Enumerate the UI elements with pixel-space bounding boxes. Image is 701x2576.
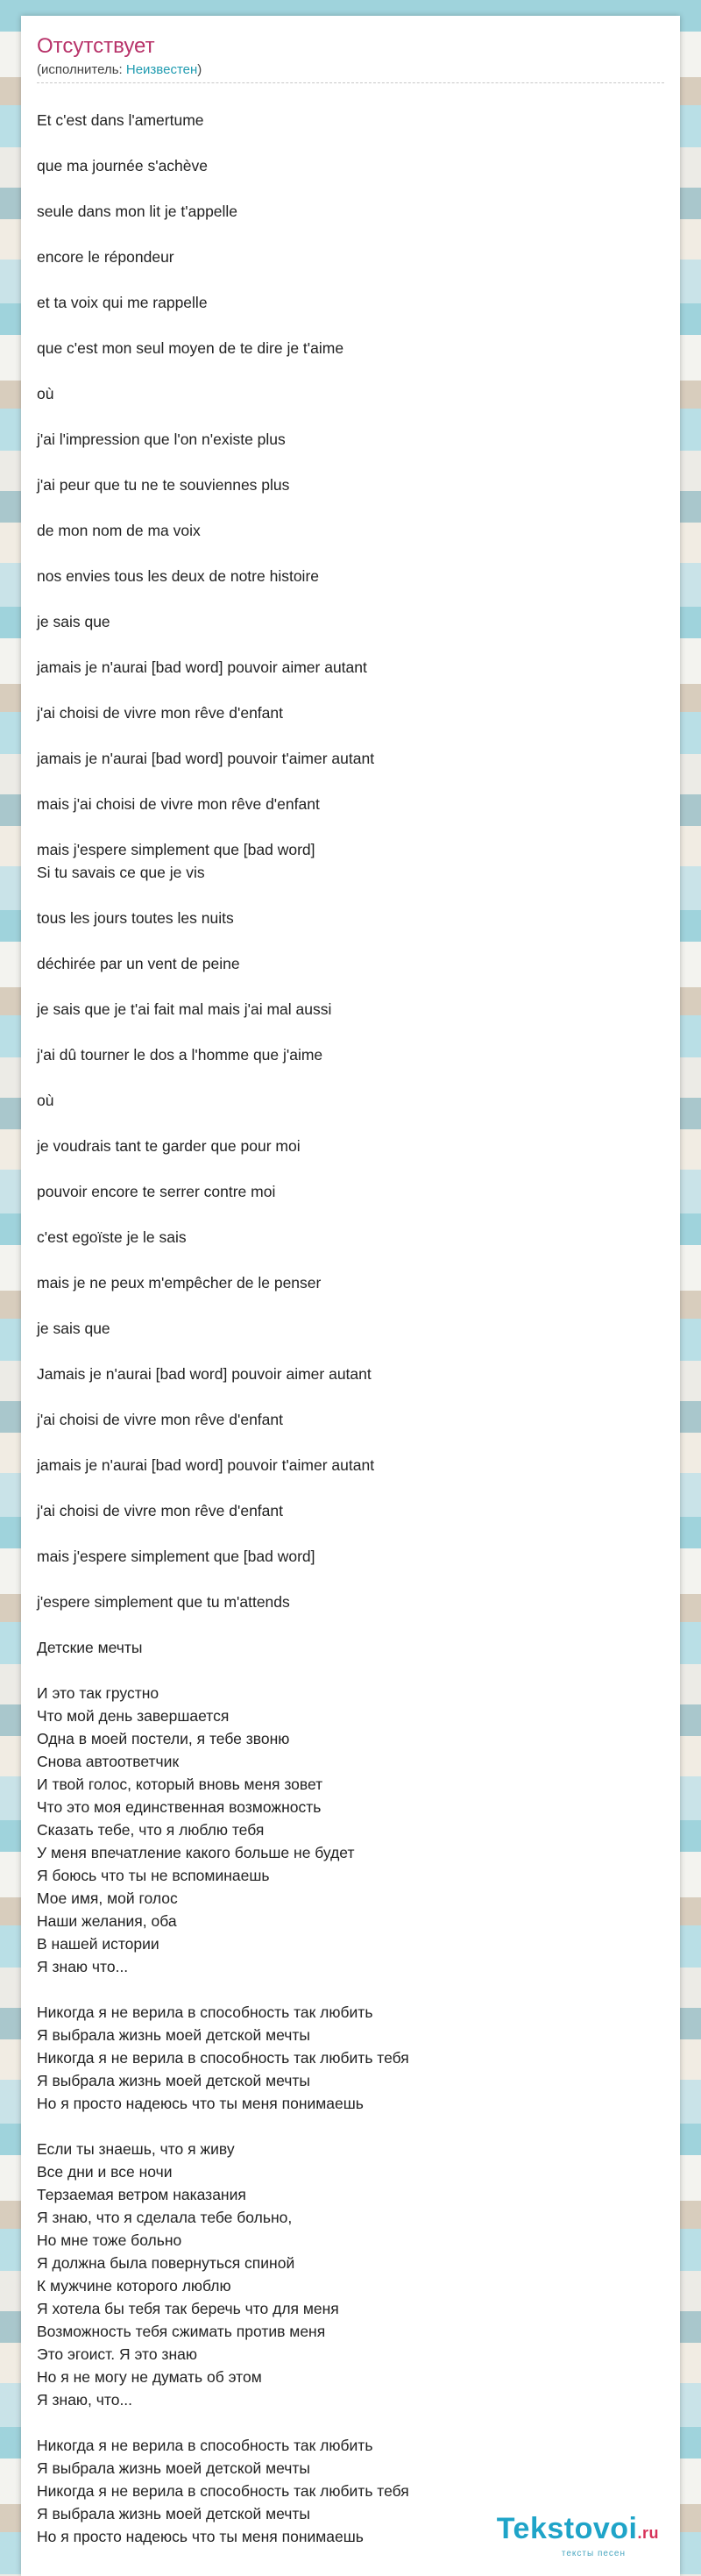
- site-logo[interactable]: [487, 2513, 659, 2557]
- lyric-stanza: j'ai choisi de vivre mon rêve d'enfant: [37, 1502, 283, 1519]
- lyrics-text: [37, 109, 664, 2571]
- logo-tld: .ru: [637, 2524, 659, 2542]
- lyric-stanza: j'espere simplement que tu m'attends: [37, 1593, 290, 1611]
- lyric-stanza: mais j'espere simplement que [bad word]: [37, 1548, 315, 1565]
- logo-wordmark: [487, 2513, 659, 2549]
- lyric-stanza: И это так грустно Что мой день завершается Одна в моей постели, я тебе звоню Снова автоответчик И твой голос, который вновь меня зовет Что это моя единственная возможность Сказать тебе, что я люблю тебя У меня впечатление какого больше не будет Я боюсь что ты не вспоминаешь Мое имя, мой голос Наши желания, оба В нашей истории Я знаю что...: [37, 1684, 355, 1975]
- lyric-stanza: nos envies tous les deux de notre histoire: [37, 567, 319, 585]
- artist-line: [37, 61, 202, 79]
- lyric-stanza: que c'est mon seul moyen de te dire je t'aime: [37, 339, 344, 357]
- header-divider: [37, 82, 664, 83]
- lyric-stanza: j'ai dû tourner le dos a l'homme que j'aime: [37, 1046, 323, 1064]
- lyric-stanza: mais je ne peux m'empêcher de le penser: [37, 1274, 322, 1292]
- lyric-stanza: encore le répondeur: [37, 248, 174, 266]
- logo-tagline: тексты песен: [561, 2549, 626, 2558]
- lyric-stanza: je voudrais tant te garder que pour moi: [37, 1137, 301, 1155]
- lyric-stanza: je sais que je t'ai fait mal mais j'ai mal aussi: [37, 1000, 332, 1018]
- lyric-stanza: Никогда я не верила в способность так любить Я выбрала жизнь моей детской мечты Никогда я не верила в способность так любить тебя Я выбрала жизнь моей детской мечты Но я просто надеюсь что ты меня понимаешь: [37, 2437, 409, 2545]
- lyric-stanza: mais j'espere simplement que [bad word] Si tu savais ce que je vis: [37, 841, 315, 881]
- lyric-stanza: j'ai l'impression que l'on n'existe plus: [37, 431, 286, 448]
- artist-suffix: ): [197, 62, 202, 77]
- lyric-stanza: je sais que: [37, 1320, 110, 1337]
- logo-name: Tekstovoi: [496, 2512, 638, 2545]
- artist-prefix: (исполнитель:: [37, 62, 126, 77]
- lyric-stanza: jamais je n'aurai [bad word] pouvoir t'aimer autant: [37, 1456, 375, 1474]
- lyric-stanza: où: [37, 385, 54, 402]
- lyric-stanza: Детские мечты: [37, 1639, 143, 1656]
- lyric-stanza: seule dans mon lit je t'appelle: [37, 203, 238, 220]
- lyric-stanza: Et c'est dans l'amertume: [37, 111, 204, 129]
- lyric-stanza: j'ai choisi de vivre mon rêve d'enfant: [37, 1411, 283, 1428]
- lyric-stanza: tous les jours toutes les nuits: [37, 909, 234, 927]
- lyric-stanza: je sais que: [37, 613, 110, 630]
- song-header: [37, 33, 664, 96]
- lyric-stanza: jamais je n'aurai [bad word] pouvoir t'aimer autant: [37, 750, 375, 767]
- lyrics-card: [21, 16, 680, 2576]
- lyric-stanza: de mon nom de ma voix: [37, 522, 201, 539]
- lyric-stanza: j'ai choisi de vivre mon rêve d'enfant: [37, 704, 283, 722]
- lyric-stanza: déchirée par un vent de peine: [37, 955, 240, 972]
- lyric-stanza: Если ты знаешь, что я живу Все дни и все ночи Терзаемая ветром наказания Я знаю, что я сделала тебе больно, Но мне тоже больно Я должна была повернуться спиной К мужчине которого люблю Я хотела бы тебя так беречь что для меня Возможность тебя сжимать против меня Это эгоист. Я это знаю Но я не могу не думать об этом Я знаю, что...: [37, 2140, 339, 2409]
- lyric-stanza: que ma journée s'achève: [37, 157, 208, 174]
- lyric-stanza: jamais je n'aurai [bad word] pouvoir aimer autant: [37, 658, 367, 676]
- lyric-stanza: Никогда я не верила в способность так любить Я выбрала жизнь моей детской мечты Никогда я не верила в способность так любить тебя Я выбрала жизнь моей детской мечты Но я просто надеюсь что ты меня понимаешь: [37, 2003, 409, 2112]
- song-title: Отсутствует: [37, 34, 155, 58]
- lyric-stanza: j'ai peur que tu ne te souviennes plus: [37, 476, 290, 494]
- lyric-stanza: pouvoir encore te serrer contre moi: [37, 1183, 276, 1200]
- artist-link[interactable]: Неизвестен: [125, 62, 198, 77]
- lyric-stanza: c'est egoïste je le sais: [37, 1228, 187, 1246]
- lyric-stanza: et ta voix qui me rappelle: [37, 294, 208, 311]
- lyric-stanza: Jamais je n'aurai [bad word] pouvoir aimer autant: [37, 1365, 372, 1383]
- lyric-stanza: mais j'ai choisi de vivre mon rêve d'enfant: [37, 795, 320, 813]
- lyric-stanza: où: [37, 1092, 54, 1109]
